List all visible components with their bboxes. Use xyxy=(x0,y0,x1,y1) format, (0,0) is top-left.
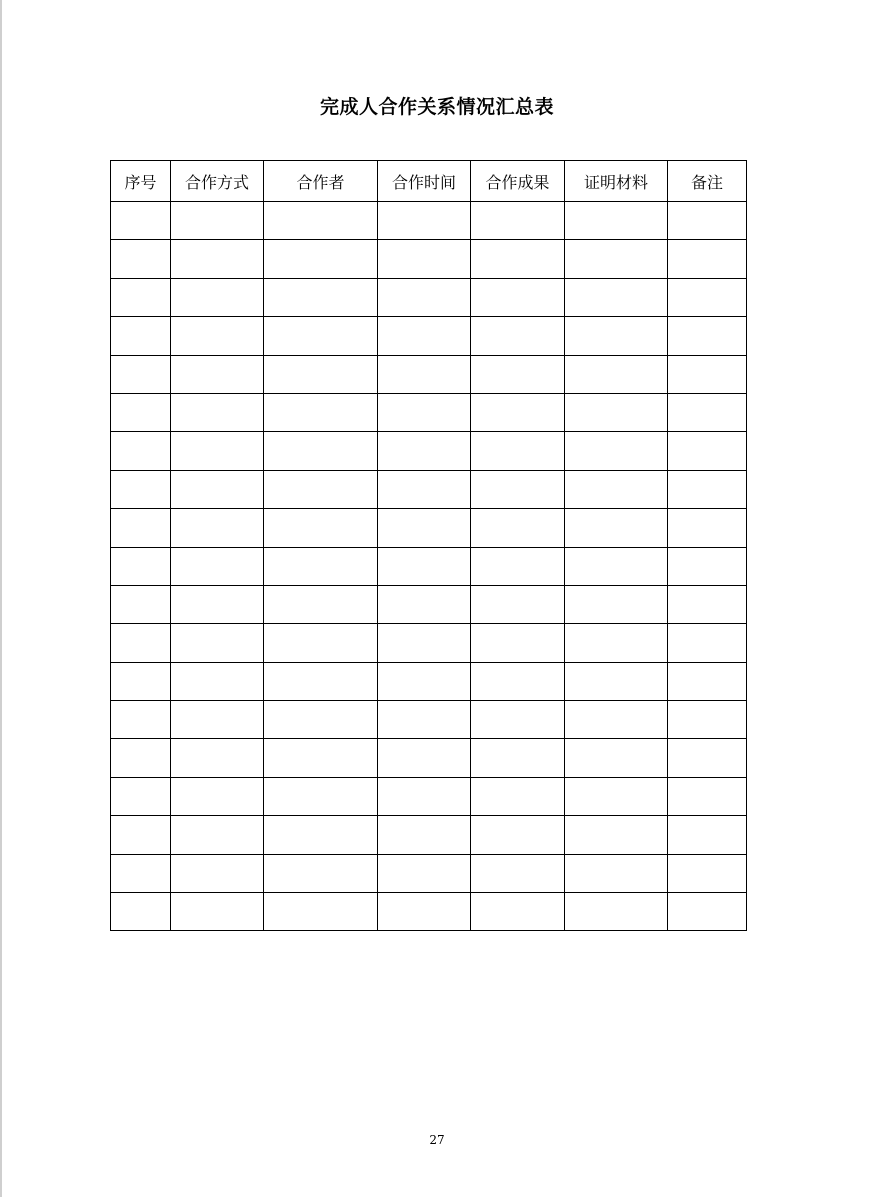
table-cell[interactable] xyxy=(565,317,668,355)
table-cell[interactable] xyxy=(111,240,171,278)
table-cell[interactable] xyxy=(471,739,565,777)
table-cell[interactable] xyxy=(668,893,747,931)
table-cell[interactable] xyxy=(264,278,378,316)
table-row xyxy=(111,355,747,393)
table-cell[interactable] xyxy=(264,777,378,815)
table-cell[interactable] xyxy=(378,777,471,815)
table-cell[interactable] xyxy=(471,432,565,470)
table-cell[interactable] xyxy=(565,202,668,240)
table-cell[interactable] xyxy=(264,470,378,508)
table-cell[interactable] xyxy=(565,777,668,815)
table-cell[interactable] xyxy=(378,816,471,854)
table-cell[interactable] xyxy=(471,585,565,623)
table-cell[interactable] xyxy=(668,202,747,240)
table-cell[interactable] xyxy=(171,662,264,700)
table-cell[interactable] xyxy=(264,816,378,854)
table-cell[interactable] xyxy=(668,393,747,431)
table-cell[interactable] xyxy=(471,816,565,854)
table-cell[interactable] xyxy=(668,854,747,892)
collaboration-summary-table xyxy=(110,160,747,931)
table-cell[interactable] xyxy=(668,547,747,585)
table-cell[interactable] xyxy=(111,585,171,623)
table-cell[interactable] xyxy=(378,509,471,547)
header-cooperation-time: 合作时间 xyxy=(378,161,471,202)
table-cell[interactable] xyxy=(111,739,171,777)
table-row xyxy=(111,662,747,700)
table-cell[interactable] xyxy=(264,317,378,355)
table-cell[interactable] xyxy=(668,240,747,278)
table-cell[interactable] xyxy=(668,509,747,547)
table-cell[interactable] xyxy=(471,355,565,393)
table-cell[interactable] xyxy=(565,893,668,931)
page-edge xyxy=(0,0,2,1197)
table-cell[interactable] xyxy=(471,202,565,240)
table-cell[interactable] xyxy=(471,509,565,547)
table-row xyxy=(111,278,747,316)
table-cell[interactable] xyxy=(565,662,668,700)
table-cell[interactable] xyxy=(171,701,264,739)
table-cell[interactable] xyxy=(565,739,668,777)
table-cell[interactable] xyxy=(378,585,471,623)
table-cell[interactable] xyxy=(565,547,668,585)
table-cell[interactable] xyxy=(111,816,171,854)
header-serial-number: 序号 xyxy=(111,161,171,202)
table-cell[interactable] xyxy=(111,624,171,662)
table-row xyxy=(111,317,747,355)
table-cell[interactable] xyxy=(378,432,471,470)
table-cell[interactable] xyxy=(171,432,264,470)
table-cell[interactable] xyxy=(668,470,747,508)
table-cell[interactable] xyxy=(565,585,668,623)
table-row xyxy=(111,816,747,854)
table-cell[interactable] xyxy=(565,624,668,662)
table-cell[interactable] xyxy=(264,432,378,470)
table-cell[interactable] xyxy=(264,509,378,547)
header-cooperation-mode: 合作方式 xyxy=(171,161,264,202)
table-cell[interactable] xyxy=(111,202,171,240)
table-cell[interactable] xyxy=(264,202,378,240)
table-cell[interactable] xyxy=(378,624,471,662)
table-cell[interactable] xyxy=(111,509,171,547)
table-cell[interactable] xyxy=(171,777,264,815)
table-cell[interactable] xyxy=(378,701,471,739)
table-cell[interactable] xyxy=(171,202,264,240)
table-row xyxy=(111,624,747,662)
table-cell[interactable] xyxy=(378,854,471,892)
table-cell[interactable] xyxy=(171,624,264,662)
table-cell[interactable] xyxy=(471,701,565,739)
table-cell[interactable] xyxy=(111,662,171,700)
table-cell[interactable] xyxy=(668,701,747,739)
table-cell[interactable] xyxy=(111,432,171,470)
table-row xyxy=(111,701,747,739)
table-cell[interactable] xyxy=(565,432,668,470)
table-cell[interactable] xyxy=(378,278,471,316)
table-cell[interactable] xyxy=(171,585,264,623)
table-cell[interactable] xyxy=(264,893,378,931)
table-cell[interactable] xyxy=(378,739,471,777)
table-cell[interactable] xyxy=(171,393,264,431)
table-cell[interactable] xyxy=(171,240,264,278)
table-cell[interactable] xyxy=(111,278,171,316)
table-cell[interactable] xyxy=(111,393,171,431)
table-row xyxy=(111,893,747,931)
table-cell[interactable] xyxy=(171,470,264,508)
table-cell[interactable] xyxy=(378,662,471,700)
table-cell[interactable] xyxy=(264,585,378,623)
table-cell[interactable] xyxy=(471,547,565,585)
table-cell[interactable] xyxy=(264,624,378,662)
table-cell[interactable] xyxy=(668,355,747,393)
table-cell[interactable] xyxy=(378,393,471,431)
table-cell[interactable] xyxy=(111,893,171,931)
table-row xyxy=(111,432,747,470)
table-cell[interactable] xyxy=(471,662,565,700)
table-cell[interactable] xyxy=(171,317,264,355)
table-cell[interactable] xyxy=(668,662,747,700)
table-cell[interactable] xyxy=(565,240,668,278)
table-cell[interactable] xyxy=(264,355,378,393)
table-row xyxy=(111,585,747,623)
table-cell[interactable] xyxy=(264,701,378,739)
table-cell[interactable] xyxy=(111,701,171,739)
header-collaborator: 合作者 xyxy=(264,161,378,202)
table-row xyxy=(111,393,747,431)
table-cell[interactable] xyxy=(668,816,747,854)
table-cell[interactable] xyxy=(171,355,264,393)
table-cell[interactable] xyxy=(264,393,378,431)
table-cell[interactable] xyxy=(471,893,565,931)
table-cell[interactable] xyxy=(565,470,668,508)
table-cell[interactable] xyxy=(471,624,565,662)
table-cell[interactable] xyxy=(171,278,264,316)
table-row xyxy=(111,202,747,240)
table-cell[interactable] xyxy=(171,893,264,931)
table-cell[interactable] xyxy=(378,202,471,240)
table-body xyxy=(111,202,747,931)
table-row xyxy=(111,777,747,815)
table-cell[interactable] xyxy=(171,509,264,547)
table-cell[interactable] xyxy=(471,317,565,355)
table-cell[interactable] xyxy=(111,470,171,508)
table-cell[interactable] xyxy=(565,509,668,547)
table-cell[interactable] xyxy=(471,854,565,892)
table-cell[interactable] xyxy=(471,240,565,278)
table-cell[interactable] xyxy=(565,701,668,739)
table-row xyxy=(111,547,747,585)
table-cell[interactable] xyxy=(111,547,171,585)
page-title: 完成人合作关系情况汇总表 xyxy=(319,96,554,118)
table-header-row xyxy=(111,161,747,202)
table-row xyxy=(111,854,747,892)
table-cell[interactable] xyxy=(111,317,171,355)
table-row xyxy=(111,739,747,777)
table-cell[interactable] xyxy=(264,662,378,700)
table-cell[interactable] xyxy=(264,854,378,892)
table-cell[interactable] xyxy=(378,317,471,355)
table-row xyxy=(111,240,747,278)
table-cell[interactable] xyxy=(565,393,668,431)
table-cell[interactable] xyxy=(171,739,264,777)
table-cell[interactable] xyxy=(471,393,565,431)
header-remarks: 备注 xyxy=(668,161,747,202)
table-cell[interactable] xyxy=(378,547,471,585)
table-cell[interactable] xyxy=(668,278,747,316)
table-cell[interactable] xyxy=(111,854,171,892)
table-cell[interactable] xyxy=(565,854,668,892)
table-cell[interactable] xyxy=(264,739,378,777)
table-cell[interactable] xyxy=(171,816,264,854)
table-cell[interactable] xyxy=(471,777,565,815)
table-cell[interactable] xyxy=(565,278,668,316)
table-cell[interactable] xyxy=(565,355,668,393)
table-cell[interactable] xyxy=(668,317,747,355)
table-cell[interactable] xyxy=(378,240,471,278)
table-cell[interactable] xyxy=(668,739,747,777)
table-cell[interactable] xyxy=(378,893,471,931)
table-row xyxy=(111,509,747,547)
table-cell[interactable] xyxy=(668,624,747,662)
table-row xyxy=(111,470,747,508)
header-supporting-materials: 证明材料 xyxy=(565,161,668,202)
table-cell[interactable] xyxy=(111,355,171,393)
table-cell[interactable] xyxy=(378,355,471,393)
table-cell[interactable] xyxy=(471,470,565,508)
table-cell[interactable] xyxy=(378,470,471,508)
page-number: 27 xyxy=(429,1133,445,1147)
table-cell[interactable] xyxy=(171,854,264,892)
table-cell[interactable] xyxy=(471,278,565,316)
table-cell[interactable] xyxy=(668,777,747,815)
table-cell[interactable] xyxy=(111,777,171,815)
table-cell[interactable] xyxy=(668,585,747,623)
header-cooperation-results: 合作成果 xyxy=(471,161,565,202)
table-cell[interactable] xyxy=(565,816,668,854)
table-cell[interactable] xyxy=(171,547,264,585)
table-cell[interactable] xyxy=(668,432,747,470)
table-cell[interactable] xyxy=(264,547,378,585)
table-cell[interactable] xyxy=(264,240,378,278)
